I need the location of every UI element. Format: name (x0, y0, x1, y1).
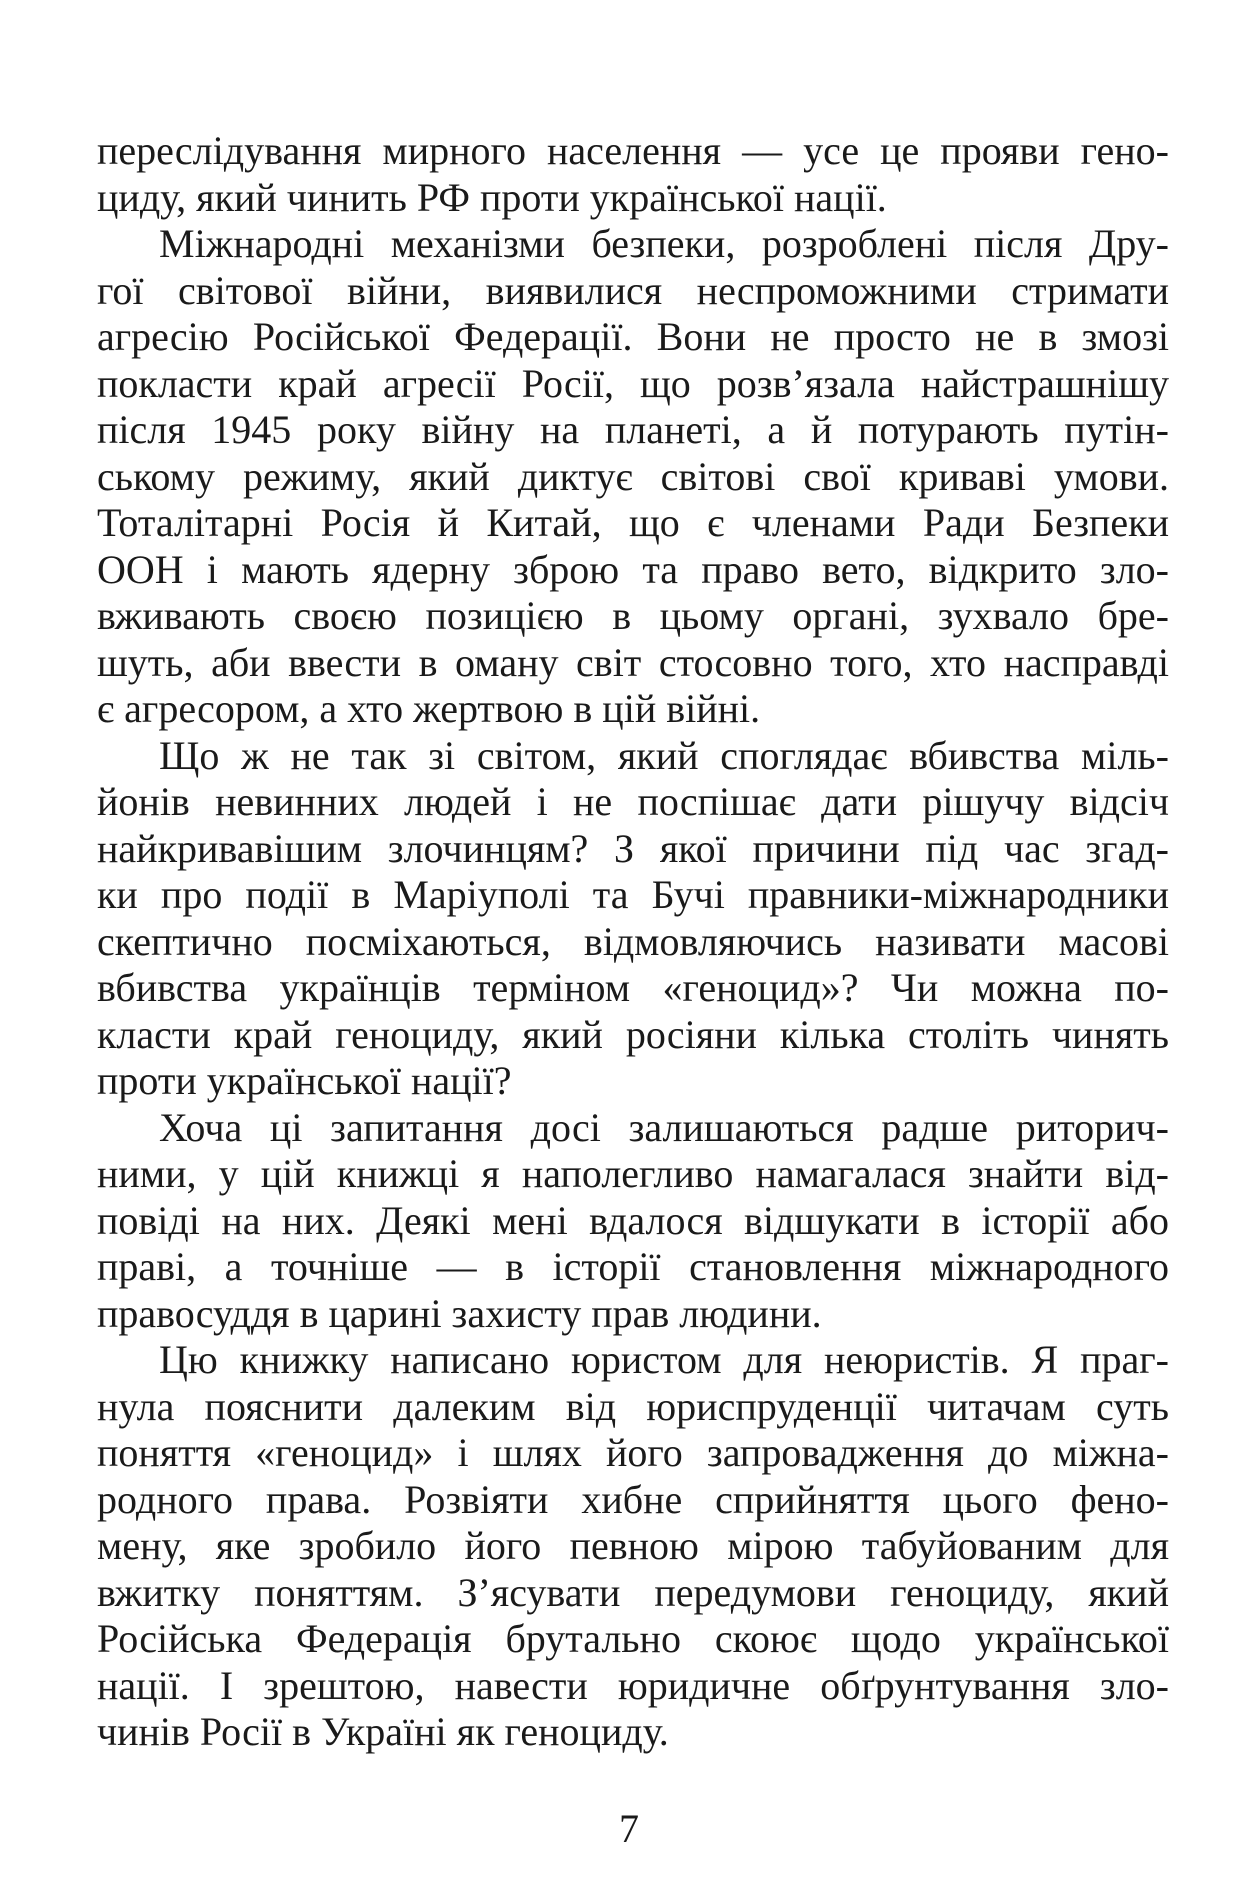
text-line: ському режиму, який диктує світові свої криваві умови. (97, 453, 1169, 499)
text-line: гої світової війни, виявилися неспроможними стримати (97, 267, 1169, 313)
paragraph (97, 733, 1169, 1105)
text-line: Тоталітарні Росія й Китай, що є членами Ради Безпеки (97, 500, 1169, 545)
text-line: Цю книжку написано юристом для неюристів. Я праг- (159, 1337, 1169, 1382)
text-line: переслідування мирного населення — усе це прояви гено- (97, 128, 1169, 173)
page-body (97, 128, 1169, 1756)
text-line: ООН і мають ядерну зброю та право вето, відкрито зло- (97, 546, 1169, 592)
text-line: поняття «геноцид» і шлях його запровадження до міжна- (97, 1430, 1169, 1475)
text-line: чинів Росії в Україні як геноциду. (97, 1709, 669, 1754)
text-line: шуть, аби ввести в оману світ стосовно того, хто насправді (97, 639, 1169, 685)
text-line: вживають своєю позицією в цьому органі, зухвало бре- (97, 593, 1169, 638)
text-line: мену, яке зробило його певною мірою табуйованим для (97, 1523, 1169, 1568)
paragraph (97, 128, 1169, 221)
text-line: праві, а точніше — в історії становлення міжнародного (97, 1244, 1169, 1289)
text-line: найкривавішим злочинцям? З якої причини під час згад- (97, 825, 1169, 871)
text-line: скептично посміхаються, відмовляючись називати масові (97, 918, 1169, 964)
text-line: правосуддя в царині захисту прав людини. (97, 1290, 822, 1336)
paragraph (97, 1105, 1169, 1338)
text-line: покласти край агресії Росії, що розв’язала найстрашнішу (97, 360, 1169, 406)
text-line: повіді на них. Деякі мені вдалося відшукати в історії або (97, 1197, 1169, 1243)
text-line: нула пояснити далеким від юриспруденції читачам суть (97, 1383, 1169, 1429)
text-line: нації. І зрештою, навести юридичне обґрунтування зло- (97, 1662, 1169, 1708)
text-line: після 1945 року війну на планеті, а й потурають путін- (97, 407, 1169, 452)
text-line: Хоча ці запитання досі залишаються радше риторич- (159, 1104, 1169, 1150)
text-line: є агресором, а хто жертвою в цій війні. (97, 686, 761, 731)
text-line: вжитку поняттям. З’ясувати передумови геноциду, який (97, 1569, 1169, 1615)
text-line: Що ж не так зі світом, який споглядає вбивства міль- (159, 732, 1169, 778)
text-line: агресію Російської Федерації. Вони не просто не в змозі (97, 314, 1169, 359)
text-line: класти край геноциду, який росіяни кілька століть чинять (97, 1011, 1169, 1057)
text-line: ки про події в Маріуполі та Бучі правники-міжнародники (97, 872, 1169, 917)
text-line: родного права. Розвіяти хибне сприйняття цього фено- (97, 1476, 1169, 1522)
paragraph (97, 1337, 1169, 1756)
paragraph (97, 221, 1169, 733)
text-line: ними, у цій книжці я наполегливо намагалася знайти від- (97, 1151, 1169, 1196)
text-line: проти української нації? (97, 1058, 512, 1103)
text-line: Міжнародні механізми безпеки, розроблені після Дру- (159, 221, 1169, 266)
text-line: йонів невинних людей і не поспішає дати рішучу відсіч (97, 779, 1169, 824)
text-line: вбивства українців терміном «геноцид»? Чи можна по- (97, 965, 1169, 1010)
text-line: циду, який чинить РФ проти української нації. (97, 174, 887, 220)
text-line: Російська Федерація брутально скоює щодо української (97, 1616, 1169, 1661)
page-number: 7 (619, 1806, 639, 1851)
